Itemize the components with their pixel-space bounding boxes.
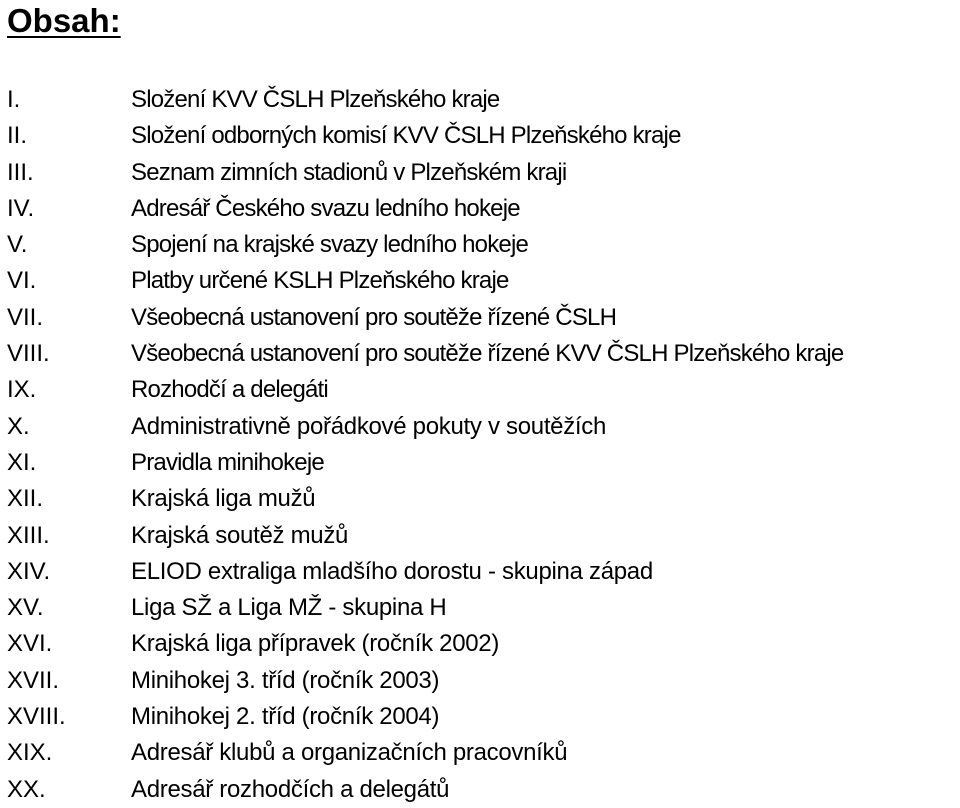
toc-item-label: Minihokej 2. tříd (ročník 2004)	[131, 703, 440, 731]
toc-item-number: XVIII.	[7, 703, 66, 731]
toc-item	[7, 735, 843, 771]
toc-item-label: Krajská soutěž mužů	[131, 521, 349, 549]
toc-item-label: Adresář klubů a organizačních pracovníků	[131, 739, 568, 767]
toc-item-number: XVII.	[7, 666, 60, 694]
toc-item-number: X.	[7, 412, 30, 440]
toc-item-number: V.	[7, 231, 28, 259]
toc-item-label: Spojení na krajské svazy ledního hokeje	[131, 231, 529, 259]
toc-item	[7, 82, 843, 118]
toc-item-number: XI.	[7, 448, 37, 476]
toc-item-number: IX.	[7, 376, 37, 404]
table-of-contents	[7, 82, 843, 808]
toc-item	[7, 518, 843, 554]
toc-item-number: III.	[7, 158, 34, 186]
toc-item	[7, 118, 843, 154]
toc-item	[7, 590, 843, 626]
toc-item	[7, 372, 843, 408]
toc-item	[7, 300, 843, 336]
toc-item	[7, 699, 843, 735]
toc-item-label: Adresář rozhodčích a delegátů	[131, 775, 450, 803]
toc-item	[7, 336, 843, 372]
toc-item-label: Všeobecná ustanovení pro soutěže řízené ČSLH	[131, 303, 617, 331]
toc-item-label: Minihokej 3. tříd (ročník 2003)	[131, 666, 440, 694]
toc-item-number: XX.	[7, 775, 46, 803]
toc-item	[7, 155, 843, 191]
toc-item-number: VIII.	[7, 340, 50, 368]
toc-item	[7, 772, 843, 808]
toc-item-label: Rozhodčí a delegáti	[131, 376, 328, 404]
toc-item	[7, 554, 843, 590]
toc-item	[7, 626, 843, 662]
toc-item-label: Adresář Českého svazu ledního hokeje	[131, 194, 520, 222]
toc-item-label: Platby určené KSLH Plzeňského kraje	[131, 267, 509, 295]
page-title: Obsah:	[7, 2, 121, 39]
toc-item-label: Seznam zimních stadionů v Plzeňském kraji	[131, 158, 567, 186]
toc-item-label: Liga SŽ a Liga MŽ - skupina H	[131, 594, 447, 622]
toc-item-number: VI.	[7, 267, 37, 295]
toc-item-number: XIII.	[7, 521, 50, 549]
toc-item-number: IV.	[7, 194, 35, 222]
toc-item	[7, 481, 843, 517]
toc-item-number: II.	[7, 122, 28, 150]
toc-item-label: Administrativně pořádkové pokuty v soutěžích	[131, 412, 607, 440]
toc-item	[7, 227, 843, 263]
toc-item-number: XV.	[7, 594, 44, 622]
toc-item-label: Všeobecná ustanovení pro soutěže řízené KVV ČSLH Plzeňského kraje	[131, 340, 844, 368]
toc-item	[7, 445, 843, 481]
toc-item-label: Pravidla minihokeje	[131, 448, 324, 476]
toc-item-number: XVI.	[7, 630, 53, 658]
toc-item-label: ELIOD extraliga mladšího dorostu - skupina západ	[131, 557, 653, 585]
toc-item-number: I.	[7, 86, 21, 113]
toc-item	[7, 409, 843, 445]
toc-item-label: Složení KVV ČSLH Plzeňského kraje	[131, 86, 500, 113]
toc-item-label: Složení odborných komisí KVV ČSLH Plzeňského kraje	[131, 122, 681, 150]
toc-item-label: Krajská liga mužů	[131, 485, 316, 513]
toc-item-number: VII.	[7, 303, 44, 331]
toc-item	[7, 663, 843, 699]
toc-item-number: XIV.	[7, 557, 51, 585]
toc-item-label: Krajská liga přípravek (ročník 2002)	[131, 630, 500, 658]
toc-item-number: XII.	[7, 485, 44, 513]
toc-item-number: XIX.	[7, 739, 53, 767]
toc-item	[7, 263, 843, 299]
toc-item	[7, 191, 843, 227]
